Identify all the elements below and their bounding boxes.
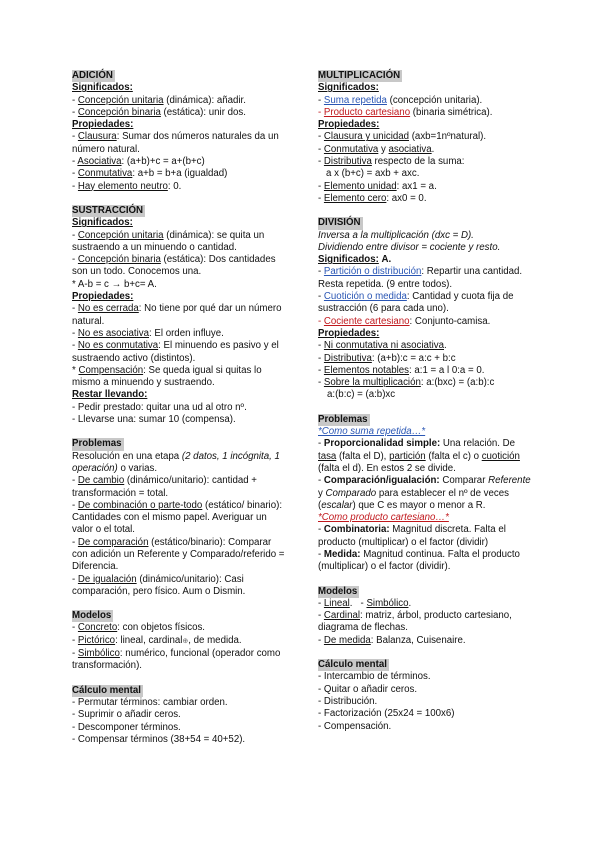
division-title: DIVISIÓN — [318, 217, 361, 229]
modelos-right-section — [318, 586, 532, 647]
adicion-prop-3: - Conmutativa: a+b = b+a (igualdad) — [72, 168, 228, 180]
calculo-left-item: - Compensar términos (38+54 = 40+52). — [72, 733, 246, 745]
problemas-right-heading-producto: *Como producto cartesiano…* — [318, 512, 449, 524]
modelos-right-title: Modelos — [318, 585, 358, 597]
sustraccion-restar-2: - Llevarse una: sumar 10 (compensa). — [72, 414, 236, 426]
modelos-left-section — [72, 610, 286, 672]
division-prop-4: - Sobre la multiplicación: a:(bxc) = (a:b):c — [318, 377, 495, 389]
multiplicacion-section — [318, 70, 532, 205]
calculo-right-section — [318, 659, 532, 733]
calculo-left-section — [72, 685, 286, 746]
adicion-significados-heading: Significados: — [72, 82, 133, 94]
sustraccion-restar-heading: Restar llevando: — [72, 389, 148, 401]
calculo-left-item: - Suprimir o añadir ceros. — [72, 709, 181, 721]
left-column — [72, 70, 286, 746]
adicion-propiedades-heading: Propiedades: — [72, 119, 134, 131]
sustraccion-propiedades-heading: Propiedades: — [72, 291, 134, 303]
calculo-right-title: Cálculo mental — [318, 659, 387, 671]
sustraccion-prop-4: * Compensación: Se queda igual si quitas lo mismo a minuendo y sustraendo. — [72, 364, 262, 389]
right-column — [318, 70, 532, 733]
modelos-left-pictorico: - Pictórico: lineal, cardinal⊕, de medida. — [72, 634, 242, 646]
problemas-right-proporcionalidad: - Proporcionalidad simple: Una relación. De tasa (falta el D), partición (falta el c) o cuotición (falta el d). En estos 2 se divide. — [318, 438, 520, 474]
multiplicacion-prop-3: - Distributiva respecto de la suma: — [318, 156, 465, 168]
sustraccion-prop-2: - No es asociativa: El orden influye. — [72, 327, 224, 339]
problemas-right-section — [318, 414, 532, 574]
multiplicacion-prop-3-formula: a x (b+c) = axb + axc. — [326, 168, 420, 180]
modelos-right-lineal: - Lineal. - Simbólico. — [318, 597, 412, 609]
calculo-right-item: - Intercambio de términos. — [318, 671, 431, 683]
modelos-left-concreto: - Concreto: con objetos físicos. — [72, 622, 206, 634]
calculo-right-item: - Quitar o añadir ceros. — [318, 683, 418, 695]
multiplicacion-prop-1: - Clausura y unicidad (axb=1nºnatural). — [318, 131, 487, 143]
division-prop-2: - Distributiva: (a+b):c = a:c + b:c — [318, 352, 456, 364]
multiplicacion-propiedades-heading: Propiedades: — [318, 119, 380, 131]
adicion-prop-2: - Asociativa: (a+b)+c = a+(b+c) — [72, 156, 205, 168]
problemas-left-combinacion: - De combinación o parte-todo (estático/ binario): Cantidades con el mismo papel. Averiguar un valor o el total. — [72, 499, 283, 536]
problemas-right-medida: - Medida: Magnitud continua. Falta el producto (multiplicar) o el factor (dividir). — [318, 548, 520, 573]
division-sig-2: - Cuotición o medida: Cantidad y cuota fija de sustracción (6 para cada uno). — [318, 291, 514, 315]
calculo-right-item: - Distribución. — [318, 695, 378, 707]
adicion-prop-1: - Clausura: Sumar dos números naturales da un número natural. — [72, 131, 279, 155]
calculo-left-title: Cálculo mental — [72, 684, 141, 696]
sustraccion-restar-1: - Pedir prestado: quitar una ud al otro nº. — [72, 401, 247, 413]
division-intro-2: Dividiendo entre divisor = cociente y resto. — [318, 241, 501, 253]
problemas-left-section — [72, 438, 286, 598]
sustraccion-title: SUSTRACCIÓN — [72, 204, 144, 216]
sustraccion-sig-3: * A-b = c → b+c= A. — [72, 278, 157, 290]
sustraccion-sig-1: - Concepción unitaria (dinámica): se quita un sustraendo a un minuendo o cantidad. — [72, 229, 265, 253]
adicion-title: ADICIÓN — [72, 70, 113, 81]
multiplicacion-title: MULTIPLICACIÓN — [318, 70, 401, 81]
adicion-prop-4: - Hay elemento neutro: 0. — [72, 180, 182, 192]
division-prop-4-formula: a:(b:c) = (a:b)xc — [327, 389, 396, 401]
modelos-right-medida: - De medida: Balanza, Cuisenaire. — [318, 634, 466, 646]
division-propiedades-heading: Propiedades: — [318, 327, 380, 339]
multiplicacion-prop-2: - Conmutativa y asociativa. — [318, 143, 435, 155]
division-intro-1: Inversa a la multiplicación (dxc = D). — [318, 229, 474, 241]
multiplicacion-prop-5: - Elemento cero: ax0 = 0. — [318, 192, 427, 204]
modelos-right-cardinal: - Cardinal: matriz, árbol, producto cartesiano, diagrama de flechas. — [318, 610, 512, 634]
division-sig-3: - Cociente cartesiano: Conjunto-camisa. — [318, 315, 491, 327]
problemas-left-title: Problemas — [72, 438, 122, 450]
sustraccion-prop-1: - No es cerrada: No tiene por qué dar un número natural. — [72, 303, 282, 327]
problemas-left-cambio: - De cambio (dinámico/unitario): cantidad + transformación = total. — [72, 475, 257, 499]
problemas-right-combinatoria: - Combinatoria: Magnitud discreta. Falta el producto (multiplicar) o el factor (dividir) — [318, 524, 506, 548]
multiplicacion-sig-1: - Suma repetida (concepción unitaria). — [318, 94, 483, 106]
adicion-sig-2: - Concepción binaria (estática): unir dos. — [72, 106, 246, 118]
multiplicacion-significados-heading: Significados: — [318, 82, 379, 94]
problemas-left-comparacion: - De comparación (estático/binario): Comparar con adición un Referente y Comparado/referido = Diferencia. — [72, 536, 285, 573]
division-sig-1: - Partición o distribución: Repartir una cantidad. Resta repetida. (9 entre todos). — [318, 266, 523, 290]
division-significados-heading: Significados: A. — [318, 254, 392, 266]
problemas-right-comparacion: - Comparación/igualación: Comparar Referente y Comparado para establecer el nº de veces (escalar) que C es mayor o menor a R. — [318, 475, 531, 511]
calculo-right-item: - Factorización (25x24 = 100x6) — [318, 708, 455, 720]
calculo-left-item: - Permutar términos: cambiar orden. — [72, 696, 228, 708]
sustraccion-prop-3: - No es conmutativa: El minuendo es pasivo y el sustraendo activo (distintos). — [72, 340, 279, 364]
cardinal-symbol-icon: ⊕ — [182, 637, 189, 645]
problemas-left-intro: Resolución en una etapa (2 datos, 1 incógnita, 1 operación) o varias. — [72, 450, 280, 474]
adicion-section — [72, 70, 286, 193]
adicion-sig-1: - Concepción unitaria (dinámica): añadir. — [72, 94, 246, 106]
problemas-left-igualacion: - De igualación (dinámico/unitario): Casi comparación, pero físico. Aum o Dismin. — [72, 573, 246, 597]
modelos-left-simbolico: - Simbólico: numérico, funcional (operador como transformación). — [72, 648, 281, 672]
division-prop-3: - Elementos notables: a:1 = a l 0:a = 0. — [318, 364, 485, 376]
multiplicacion-prop-4: - Elemento unidad: ax1 = a. — [318, 180, 437, 192]
multiplicacion-sig-2: - Producto cartesiano (binaria simétrica). — [318, 106, 493, 118]
problemas-right-heading-suma: *Como suma repetida…* — [318, 426, 426, 438]
problemas-right-title: Problemas — [318, 413, 368, 425]
sustraccion-section — [72, 205, 286, 426]
calculo-right-item: - Compensación. — [318, 720, 392, 732]
division-prop-1: - Ni conmutativa ni asociativa. — [318, 340, 447, 352]
division-section — [318, 217, 532, 401]
modelos-left-title: Modelos — [72, 610, 112, 622]
sustraccion-significados-heading: Significados: — [72, 217, 133, 229]
sustraccion-sig-2: - Concepción binaria (estática): Dos cantidades son un todo. Conocemos una. — [72, 254, 276, 278]
calculo-left-item: - Descomponer términos. — [72, 721, 181, 733]
